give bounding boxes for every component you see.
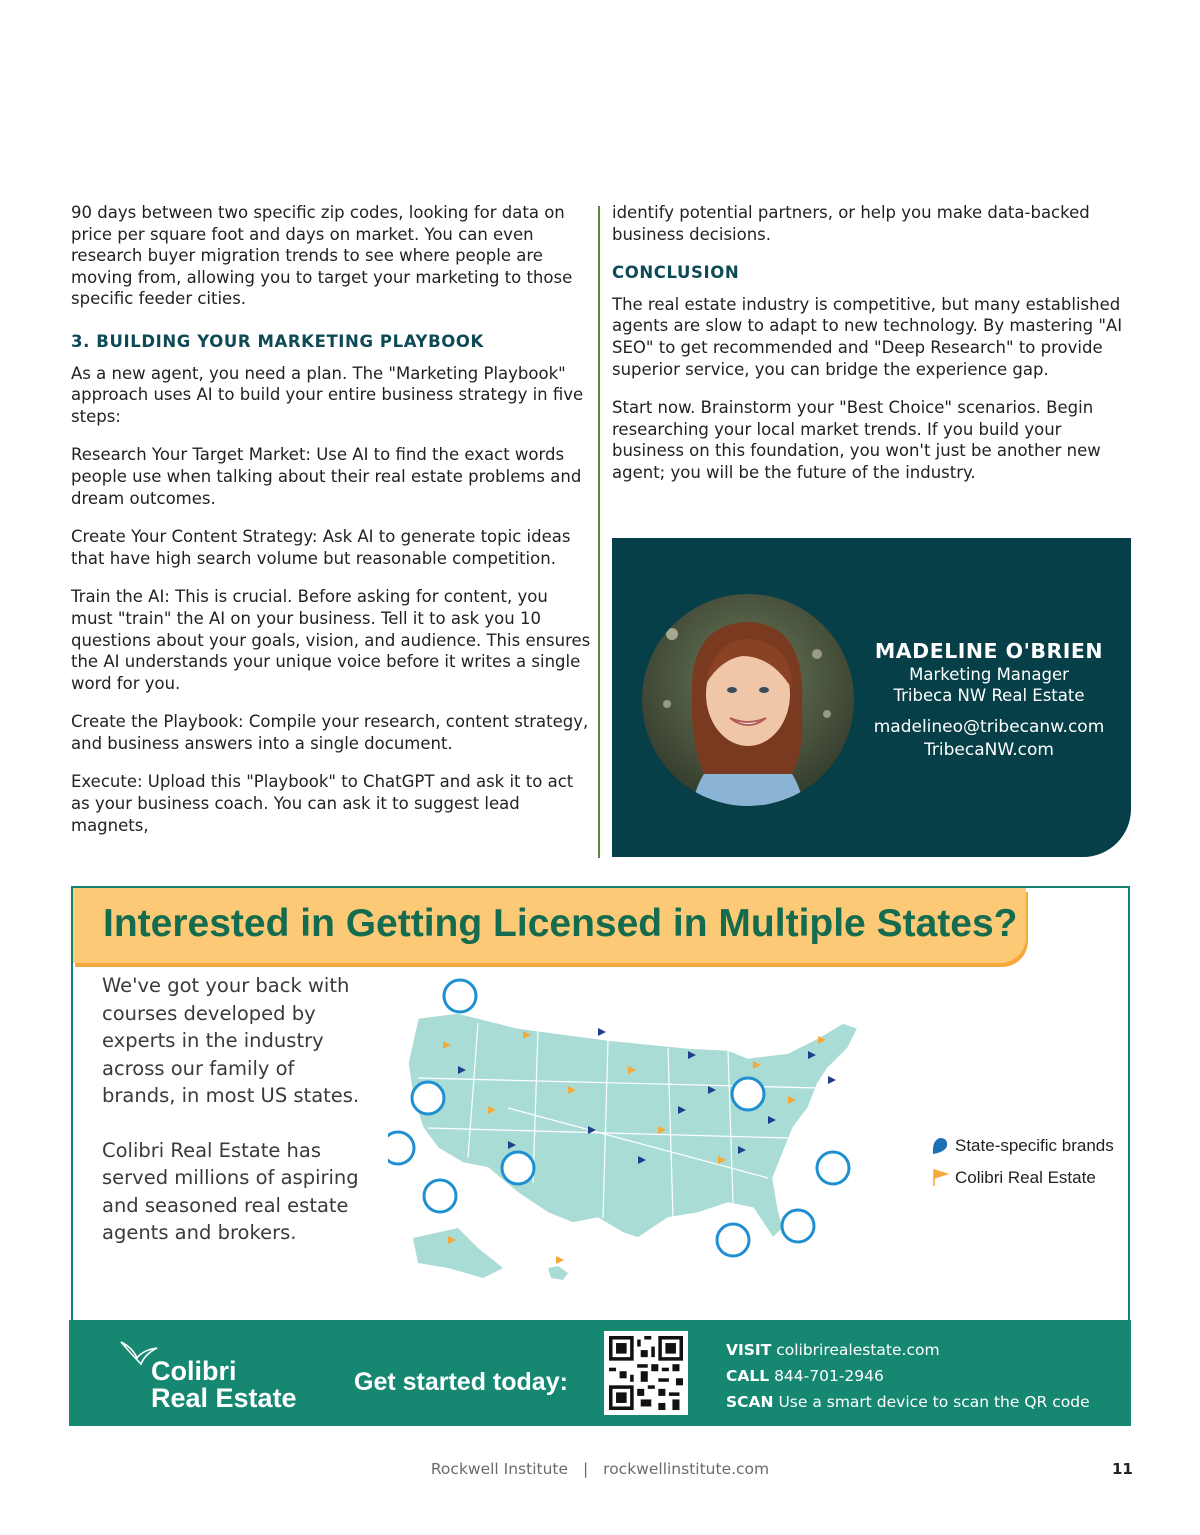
scan-line: SCAN Use a smart device to scan the QR code bbox=[726, 1393, 1090, 1411]
colibri-logo bbox=[119, 1338, 309, 1416]
legend-colibri bbox=[931, 1162, 1114, 1194]
author-name: MADELINE O'BRIEN bbox=[874, 639, 1104, 663]
author-role: Marketing Manager bbox=[909, 665, 1069, 684]
paragraph: Create Your Content Strategy: Ask AI to generate topic ideas that have high search volume but reasonable competition. bbox=[71, 527, 571, 568]
paragraph: Train the AI: This is crucial. Before asking for content, you must "train" the AI on your business. Tell it to ask you 10 questions about your goals, vision, and audience. This ensures the AI understands your unique voice before it writes a single word for you. bbox=[71, 587, 591, 693]
page-footer bbox=[0, 1460, 1200, 1478]
page-number: 11 bbox=[1112, 1460, 1133, 1478]
ad-cta-band bbox=[69, 1320, 1131, 1426]
column-divider bbox=[598, 206, 600, 858]
legend-label: Colibri Real Estate bbox=[955, 1168, 1096, 1187]
paragraph: Execute: Upload this "Playbook" to ChatGPT and ask it to act as your business coach. You can ask it to suggest lead magnets, bbox=[71, 772, 574, 835]
author-company: Tribeca NW Real Estate bbox=[893, 686, 1085, 705]
legend-state-brands bbox=[931, 1130, 1114, 1162]
author-card bbox=[612, 538, 1131, 857]
footer-org: Rockwell Institute bbox=[430, 1460, 569, 1478]
section-heading: 3. BUILDING YOUR MARKETING PLAYBOOK bbox=[71, 331, 484, 351]
ad-paragraph: Colibri Real Estate has served millions of aspiring and seasoned real estate agents and brokers. bbox=[102, 1138, 359, 1244]
author-photo bbox=[642, 594, 854, 806]
get-started-text: Get started today: bbox=[354, 1368, 568, 1396]
ad-title-band bbox=[73, 888, 1026, 963]
call-line[interactable]: CALL 844-701-2946 bbox=[726, 1367, 884, 1385]
ad-paragraph: We've got your back with courses developed by experts in the industry across our family of brands, in most US states. bbox=[102, 974, 360, 1107]
paragraph: Start now. Brainstorm your "Best Choice" scenarios. Begin researching your local market trends. If you build your business on this foundation, you won't just be another new agent; you will be the future of the industry. bbox=[612, 398, 1101, 482]
left-column bbox=[71, 202, 591, 853]
paragraph: As a new agent, you need a plan. The "Marketing Playbook" approach uses AI to build your entire business strategy in five steps: bbox=[71, 363, 584, 426]
footer-url[interactable]: rockwellinstitute.com bbox=[603, 1460, 770, 1478]
contact-info bbox=[726, 1337, 1090, 1415]
visit-line[interactable]: VISIT colibrirealestate.com bbox=[726, 1341, 940, 1359]
paragraph: The real estate industry is competitive, but many established agents are slow to adapt to new technology. By mastering "AI SEO" to get recommended and "Deep Research" to provide superior service, you can bridge the experience gap. bbox=[612, 294, 1123, 379]
paragraph: identify potential partners, or help you make data-backed business decisions. bbox=[612, 203, 1090, 244]
ad-title: Interested in Getting Licensed in Multiple States? bbox=[103, 902, 1018, 945]
paragraph: Research Your Target Market: Use AI to find the exact words people use when talking about their real estate problems and dream outcomes. bbox=[71, 445, 582, 508]
logo-text: Colibri Real Estate bbox=[151, 1356, 297, 1413]
orange-flag-icon bbox=[931, 1168, 949, 1188]
ad-body bbox=[102, 972, 372, 1274]
author-email[interactable]: madelineo@tribecanw.com bbox=[873, 717, 1105, 737]
paragraph: Create the Playbook: Compile your research, content strategy, and business answers into a single document. bbox=[71, 712, 589, 753]
author-info bbox=[864, 638, 1114, 762]
qr-code[interactable] bbox=[604, 1331, 688, 1415]
author-website[interactable]: TribecaNW.com bbox=[924, 740, 1054, 760]
legend-label: State-specific brands bbox=[955, 1136, 1114, 1155]
footer-separator: | bbox=[582, 1460, 589, 1478]
us-map bbox=[388, 968, 908, 1298]
map-legend bbox=[931, 1130, 1114, 1194]
qr-code-image bbox=[609, 1336, 683, 1410]
right-column bbox=[612, 202, 1132, 501]
blue-flag-icon bbox=[931, 1136, 949, 1156]
paragraph: 90 days between two specific zip codes, looking for data on price per square foot and days on market. You can even research buyer migration trends to see where people are moving from, allowing you to target your marketing to those specific feeder cities. bbox=[71, 203, 573, 309]
section-heading: CONCLUSION bbox=[612, 263, 740, 283]
